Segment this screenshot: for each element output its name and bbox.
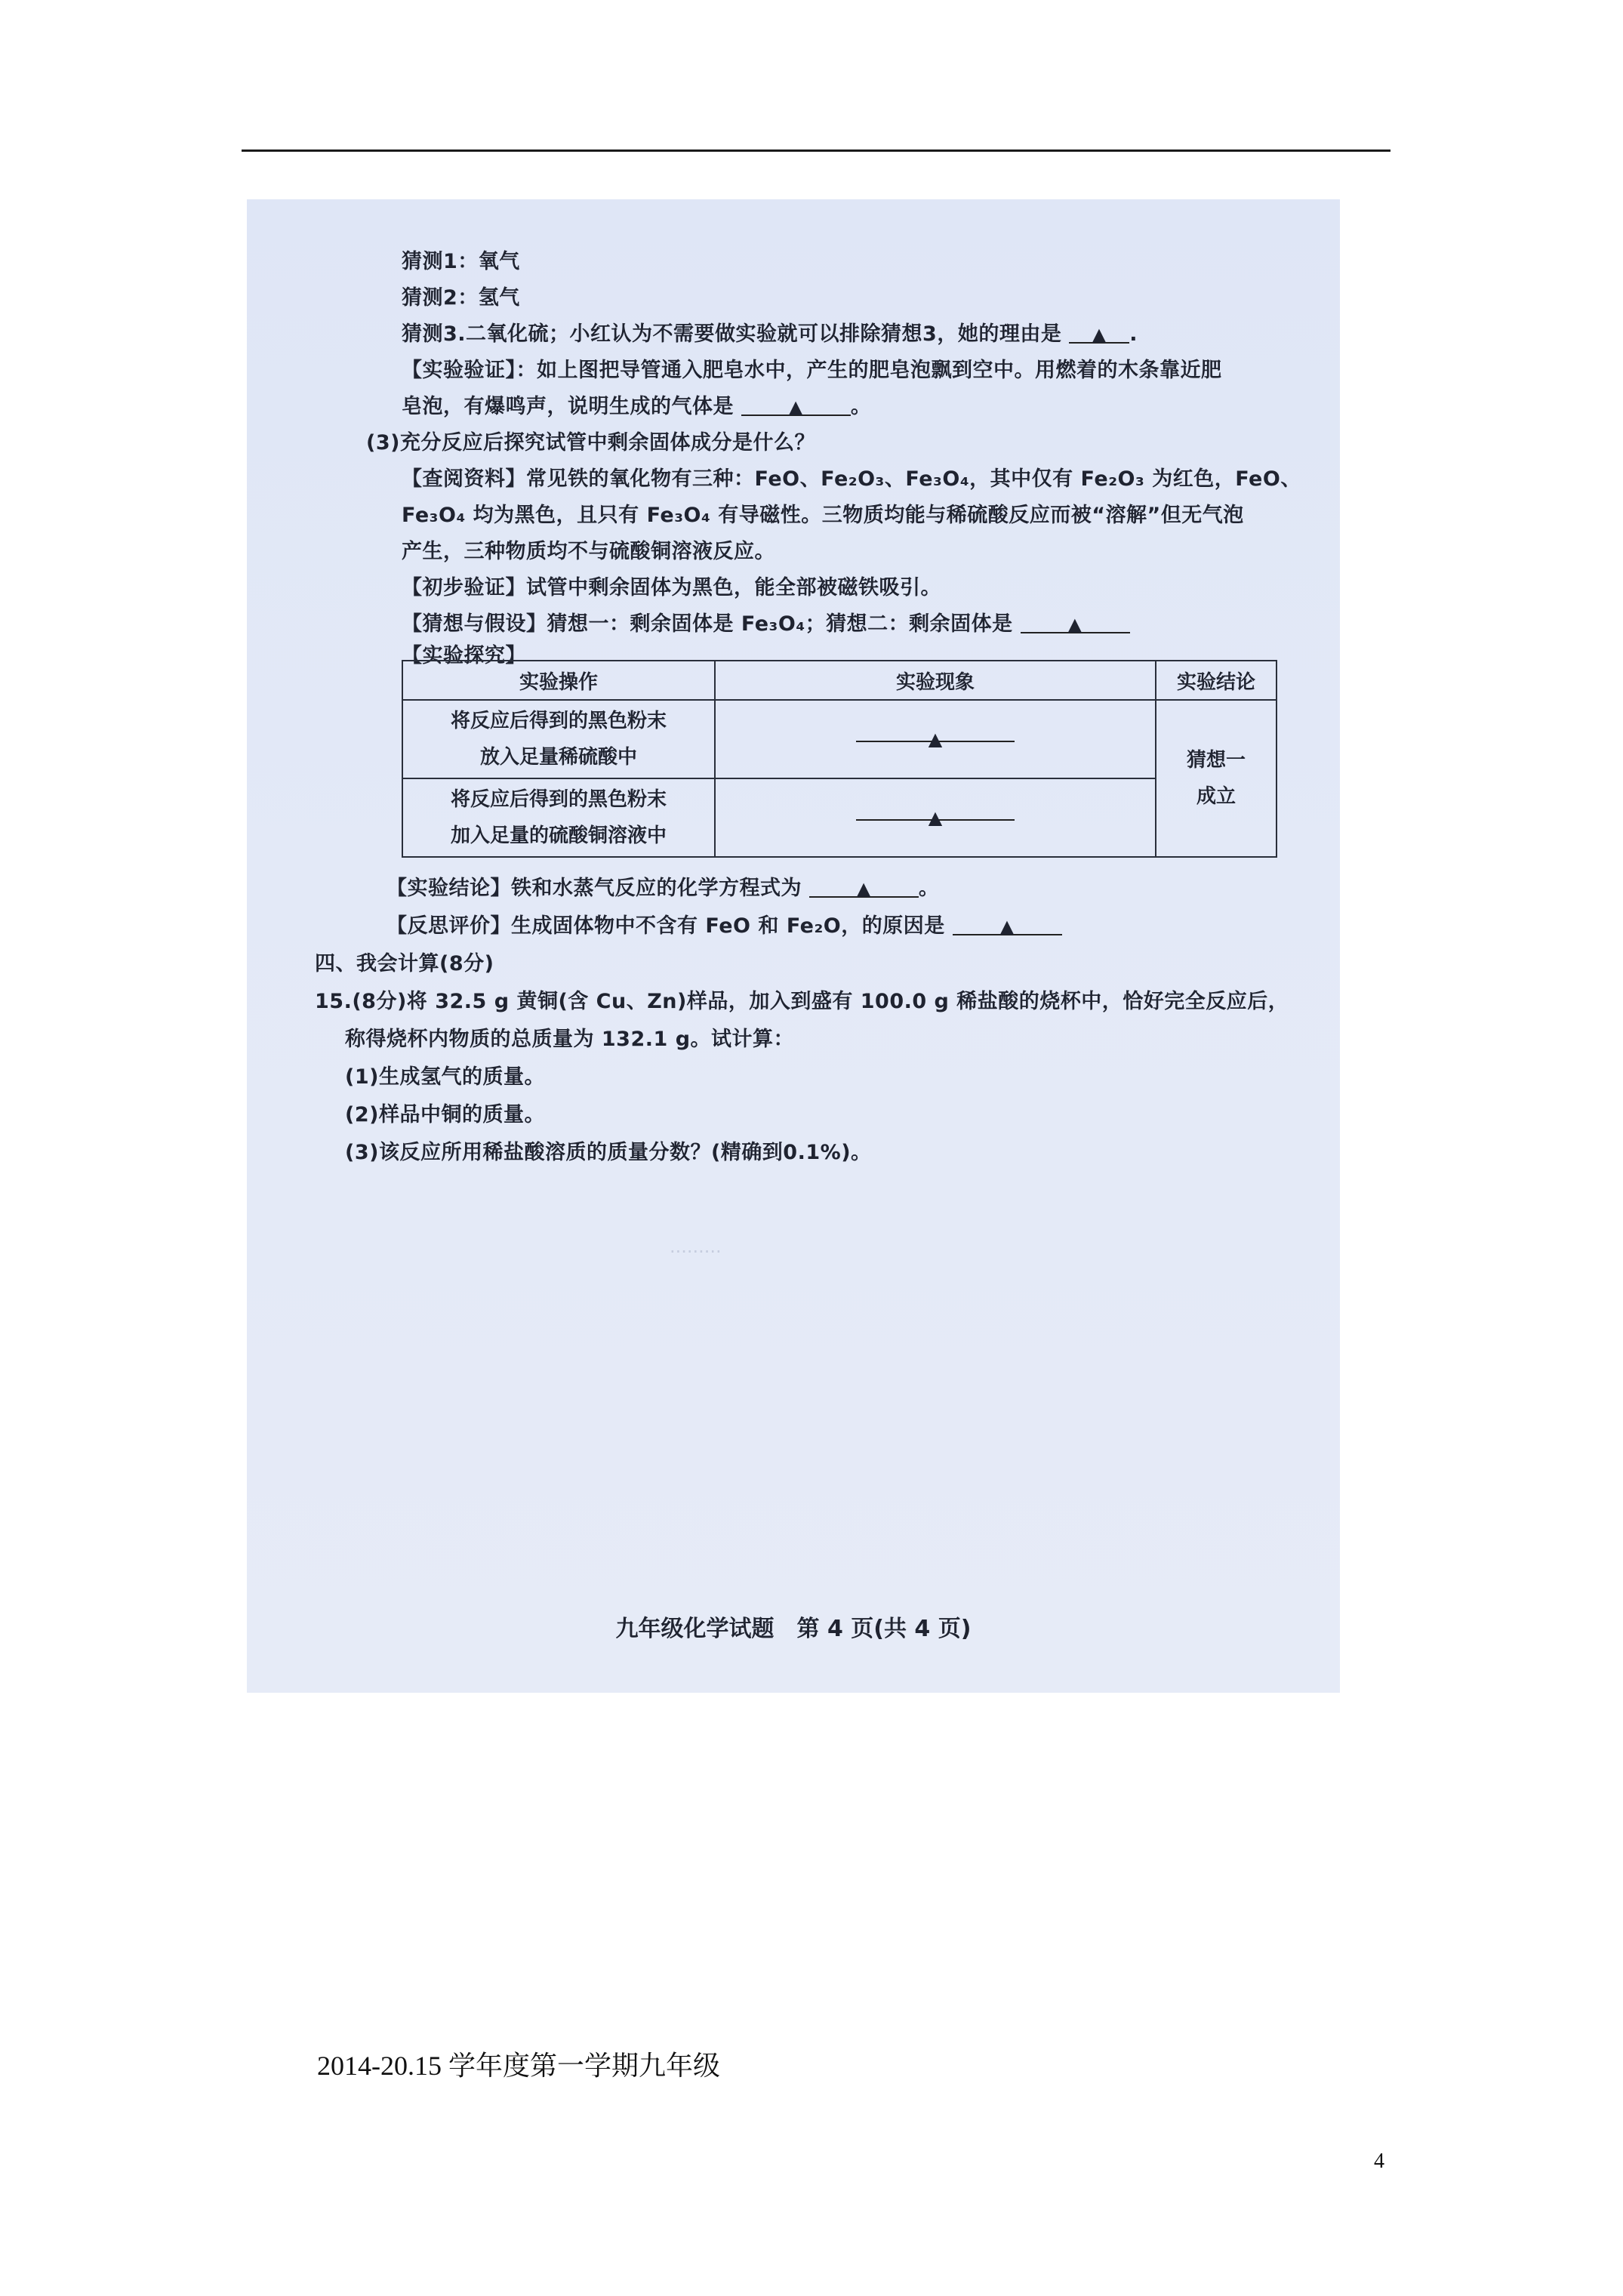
- operation-cell: [402, 700, 715, 778]
- scanned-exam-photo: [247, 199, 1340, 1693]
- answer-blank: [856, 721, 1015, 750]
- conclusion-line: 猜想一: [1186, 749, 1246, 772]
- blank-mark: ▲: [928, 807, 943, 828]
- question-15-part-3: (3)该反应所用稀盐酸溶质的质量分数？(精确到0.1%)。: [345, 1141, 872, 1164]
- blank-mark: ▲: [788, 396, 803, 418]
- answer-blank: [741, 395, 851, 416]
- experiment-conclusion: 【实验结论】铁和水蒸气反应的化学方程式为 ▲ 。: [387, 877, 940, 900]
- operation-line: 放入足量稀硫酸中: [479, 746, 637, 769]
- verify-line-1: 【实验验证】：如上图把导管通入肥皂水中，产生的肥皂泡飘到空中。用燃着的木条靠近肥: [402, 359, 1222, 382]
- conclusion-line: 成立: [1196, 785, 1236, 808]
- blank-mark: ▲: [928, 729, 943, 750]
- table-row: [402, 700, 1277, 778]
- blank-mark: ▲: [1067, 614, 1083, 635]
- column-header: 实验结论: [1156, 661, 1277, 700]
- hypothesis: [402, 607, 1130, 636]
- column-header: 实验现象: [715, 661, 1156, 700]
- question-3: (3)充分反应后探究试管中剩余固体成分是什么？: [366, 431, 815, 455]
- operation-line: 加入足量的硫酸铜溶液中: [450, 824, 667, 847]
- hypothesis-text: 【猜想与假设】猜想一：剩余固体是 Fe₃O₄；猜想二：剩余固体是: [402, 612, 1013, 636]
- guess-3-text: 猜测3.二氧化硫；小红认为不需要做实验就可以排除猜想3，她的理由是: [402, 322, 1062, 346]
- answer-blank: [953, 914, 1062, 935]
- reference-line-2: Fe₃O₄ 均为黑色，且只有 Fe₃O₄ 有导磁性。三物质均能与稀硫酸反应而被“溶解”但无气泡: [402, 504, 1244, 527]
- exam-page-footer: 九年级化学试题 第 4 页(共 4 页): [615, 1616, 972, 1642]
- question-15-part-2: (2)样品中铜的质量。: [345, 1103, 545, 1126]
- experiment-table: [402, 660, 1277, 858]
- guess-2: 猜测2：氢气: [402, 286, 520, 310]
- operation-line: 将反应后得到的黑色粉末: [450, 710, 667, 732]
- answer-blank: [1021, 612, 1130, 633]
- blank-mark: ▲: [999, 916, 1015, 937]
- verify-line-2-text: 皂泡，有爆鸣声，说明生成的气体是: [402, 395, 734, 418]
- header-rule: [242, 149, 1390, 152]
- guess-3: 猜测3.二氧化硫；小红认为不需要做实验就可以排除猜想3，她的理由是 ▲ .: [402, 322, 1138, 346]
- reference-line-3: 产生，三种物质均不与硫酸铜溶液反应。: [402, 540, 775, 563]
- conclusion-cell: [1156, 700, 1277, 857]
- verify-line-2: 皂泡，有爆鸣声，说明生成的气体是 ▲ 。: [402, 395, 872, 418]
- page-number: 4: [1374, 2150, 1384, 2173]
- experiment-heading: 【实验探究】: [402, 644, 526, 667]
- table-row: [402, 778, 1277, 857]
- answer-blank: [1069, 322, 1129, 344]
- phenomenon-cell: [715, 700, 1156, 778]
- answer-blank: [809, 877, 919, 898]
- reflection: [387, 909, 1062, 938]
- question-15-line-1: 15.(8分)将 32.5 g 黄铜(含 Cu、Zn)样品，加入到盛有 100.0 g 稀盐酸的烧杯中，恰好完全反应后，: [315, 990, 1289, 1013]
- guess-1: 猜测1：氧气: [402, 250, 520, 273]
- section-4-heading: 四、我会计算(8分): [315, 952, 494, 975]
- operation-cell: [402, 778, 715, 857]
- initial-verification: 【初步验证】试管中剩余固体为黑色，能全部被磁铁吸引。: [402, 576, 941, 599]
- table-header-row: [402, 661, 1277, 700]
- answer-blank: [856, 800, 1015, 828]
- operation-line: 将反应后得到的黑色粉末: [450, 788, 667, 811]
- school-year-line: 2014-20.15 学年度第一学期九年级: [317, 2051, 720, 2081]
- column-header: 实验操作: [402, 661, 715, 700]
- reflection-text: 【反思评价】生成固体物中不含有 FeO 和 Fe₂O，的原因是: [387, 914, 945, 938]
- bleed-through: ·········: [670, 1241, 722, 1262]
- question-15-part-1: (1)生成氢气的质量。: [345, 1065, 545, 1089]
- blank-mark: ▲: [1092, 324, 1107, 345]
- question-15-line-2: 称得烧杯内物质的总质量为 132.1 g。试计算：: [345, 1028, 795, 1051]
- phenomenon-cell: [715, 778, 1156, 857]
- reference-line-1: 【查阅资料】常见铁的氧化物有三种：FeO、Fe₂O₃、Fe₃O₄，其中仅有 Fe₂O₃ 为红色，FeO、: [402, 467, 1301, 491]
- experiment-conclusion-text: 【实验结论】铁和水蒸气反应的化学方程式为: [387, 877, 802, 900]
- blank-mark: ▲: [856, 878, 871, 899]
